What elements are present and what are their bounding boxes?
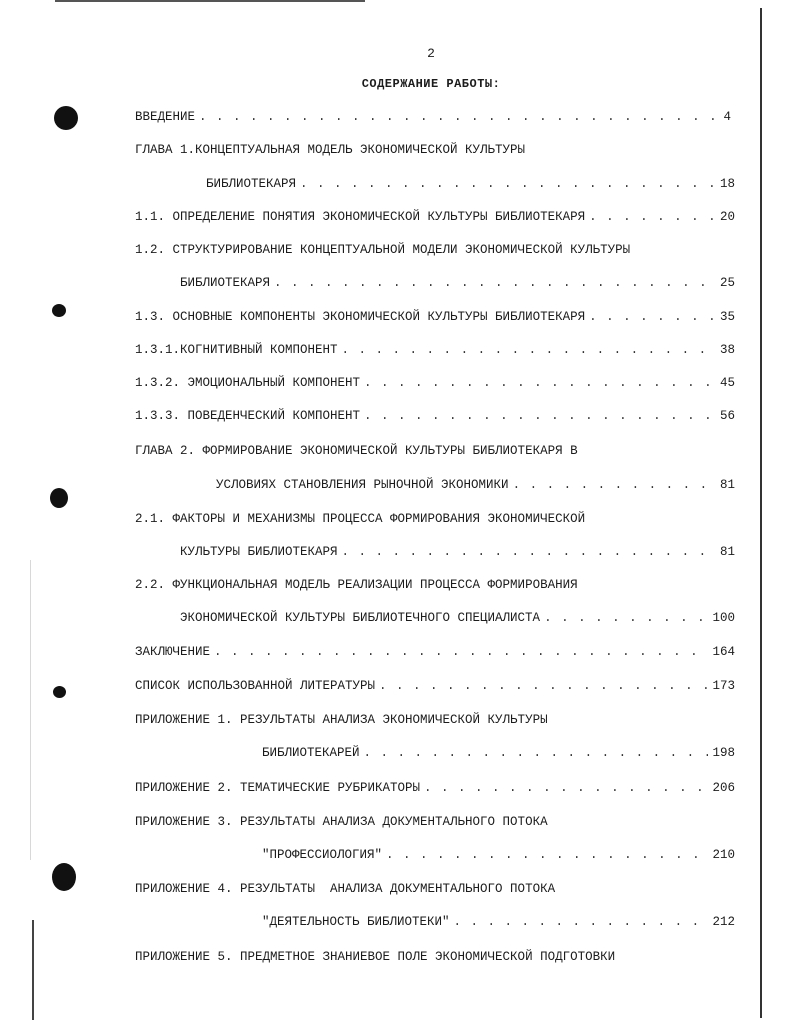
toc-entry-page: 210 bbox=[712, 848, 735, 862]
toc-entry bbox=[135, 376, 735, 390]
toc-leader-dots bbox=[513, 478, 716, 492]
left-scan-border bbox=[32, 920, 34, 1020]
toc-entry-page: 56 bbox=[719, 409, 735, 423]
toc-entry-page: 4 bbox=[723, 110, 731, 124]
toc-entry-page: 173 bbox=[712, 679, 735, 693]
toc-entry-page: 198 bbox=[712, 746, 735, 760]
toc-entry-page: 206 bbox=[712, 781, 735, 795]
toc-entry-page: 18 bbox=[719, 177, 735, 191]
toc-entry-page: 45 bbox=[719, 376, 735, 390]
toc-entry-page: 35 bbox=[719, 310, 735, 324]
toc-entry bbox=[135, 409, 735, 423]
toc-leader-dots bbox=[300, 177, 716, 191]
toc-leader-dots bbox=[589, 310, 716, 324]
toc-entry bbox=[262, 915, 735, 929]
toc-leader-dots bbox=[544, 611, 708, 625]
toc-entry-title: 2.1. ФАКТОРЫ И МЕХАНИЗМЫ ПРОЦЕССА ФОРМИРОВАНИЯ ЭКОНОМИЧЕСКОЙ bbox=[135, 512, 586, 526]
toc-leader-dots bbox=[454, 915, 709, 929]
toc-entry-title: ВВЕДЕНИЕ bbox=[135, 110, 196, 124]
toc-leader-dots bbox=[274, 276, 716, 290]
toc-entry bbox=[135, 210, 735, 224]
hole-punch-mark bbox=[53, 686, 66, 698]
toc-entry bbox=[135, 110, 731, 124]
page-number: 2 bbox=[427, 46, 435, 61]
toc-entry-title: 1.3. ОСНОВНЫЕ КОМПОНЕНТЫ ЭКОНОМИЧЕСКОЙ КУЛЬТУРЫ БИБЛИОТЕКАРЯ bbox=[135, 310, 586, 324]
toc-entry-title: 1.2. СТРУКТУРИРОВАНИЕ КОНЦЕПТУАЛЬНОЙ МОДЕЛИ ЭКОНОМИЧЕСКОЙ КУЛЬТУРЫ bbox=[135, 243, 631, 257]
toc-entry bbox=[262, 746, 735, 760]
toc-entry-title: ПРИЛОЖЕНИЕ 2. ТЕМАТИЧЕСКИЕ РУБРИКАТОРЫ bbox=[135, 781, 421, 795]
toc-entry-title: БИБЛИОТЕКАРЯ bbox=[206, 177, 297, 191]
toc-entry-page: 20 bbox=[719, 210, 735, 224]
page-title: СОДЕРЖАНИЕ РАБОТЫ: bbox=[361, 77, 501, 91]
toc-entry-title: ЗАКЛЮЧЕНИЕ bbox=[135, 645, 211, 659]
toc-entry bbox=[135, 310, 735, 324]
toc-entry-title: ПРИЛОЖЕНИЕ 5. ПРЕДМЕТНОЕ ЗНАНИЕВОЕ ПОЛЕ ЭКОНОМИЧЕСКОЙ ПОДГОТОВКИ bbox=[135, 950, 616, 964]
toc-leader-dots bbox=[364, 746, 709, 760]
toc-leader-dots bbox=[342, 343, 716, 357]
toc-entry-page: 25 bbox=[719, 276, 735, 290]
left-faint-line bbox=[30, 560, 31, 860]
toc-entry-title: ЭКОНОМИЧЕСКОЙ КУЛЬТУРЫ БИБЛИОТЕЧНОГО СПЕЦИАЛИСТА bbox=[180, 611, 541, 625]
toc-entry-page: 100 bbox=[712, 611, 735, 625]
toc-entry bbox=[262, 848, 735, 862]
toc-entry-page: 81 bbox=[719, 478, 735, 492]
hole-punch-mark bbox=[50, 488, 68, 508]
top-scan-line bbox=[55, 0, 365, 2]
toc-entry-title: 1.3.3. ПОВЕДЕНЧЕСКИЙ КОМПОНЕНТ bbox=[135, 409, 361, 423]
toc-entry bbox=[216, 478, 735, 492]
toc-entry-title: 1.3.1.КОГНИТИВНЫЙ КОМПОНЕНТ bbox=[135, 343, 338, 357]
toc-entry-title: БИБЛИОТЕКАРЕЙ bbox=[262, 746, 360, 760]
toc-entry-title: ПРИЛОЖЕНИЕ 4. РЕЗУЛЬТАТЫ АНАЛИЗА ДОКУМЕНТАЛЬНОГО ПОТОКА bbox=[135, 882, 556, 896]
toc-entry-title: ПРИЛОЖЕНИЕ 1. РЕЗУЛЬТАТЫ АНАЛИЗА ЭКОНОМИЧЕСКОЙ КУЛЬТУРЫ bbox=[135, 713, 548, 727]
toc-entry-title: 1.3.2. ЭМОЦИОНАЛЬНЫЙ КОМПОНЕНТ bbox=[135, 376, 361, 390]
toc-entry bbox=[180, 276, 735, 290]
toc-entry-title: 2.2. ФУНКЦИОНАЛЬНАЯ МОДЕЛЬ РЕАЛИЗАЦИИ ПРОЦЕССА ФОРМИРОВАНИЯ bbox=[135, 578, 578, 592]
toc-leader-dots bbox=[379, 679, 708, 693]
toc-entry-title: БИБЛИОТЕКАРЯ bbox=[180, 276, 271, 290]
toc-entry-title: УСЛОВИЯХ СТАНОВЛЕНИЯ РЫНОЧНОЙ ЭКОНОМИКИ bbox=[216, 478, 509, 492]
toc-entry-title: СПИСОК ИСПОЛЬЗОВАННОЙ ЛИТЕРАТУРЫ bbox=[135, 679, 376, 693]
toc-leader-dots bbox=[364, 409, 716, 423]
toc-entry-page: 38 bbox=[719, 343, 735, 357]
toc-leader-dots bbox=[199, 110, 719, 124]
hole-punch-mark bbox=[52, 304, 66, 317]
toc-entry-title: "ДЕЯТЕЛЬНОСТЬ БИБЛИОТЕКИ" bbox=[262, 915, 450, 929]
toc-leader-dots bbox=[589, 210, 716, 224]
toc-entry bbox=[135, 679, 735, 693]
toc-entry-page: 164 bbox=[712, 645, 735, 659]
toc-entry bbox=[135, 645, 735, 659]
right-scan-border bbox=[760, 8, 762, 1018]
toc-entry bbox=[135, 343, 735, 357]
toc-entry-title: "ПРОФЕССИОЛОГИЯ" bbox=[262, 848, 383, 862]
toc-entry bbox=[135, 781, 735, 795]
toc-entry-page: 81 bbox=[719, 545, 735, 559]
toc-entry-title: ГЛАВА 2. ФОРМИРОВАНИЕ ЭКОНОМИЧЕСКОЙ КУЛЬТУРЫ БИБЛИОТЕКАРЯ В bbox=[135, 444, 578, 458]
toc-leader-dots bbox=[364, 376, 716, 390]
toc-entry-title: 1.1. ОПРЕДЕЛЕНИЕ ПОНЯТИЯ ЭКОНОМИЧЕСКОЙ КУЛЬТУРЫ БИБЛИОТЕКАРЯ bbox=[135, 210, 586, 224]
hole-punch-mark bbox=[52, 863, 76, 891]
toc-leader-dots bbox=[342, 545, 716, 559]
toc-entry-title: ГЛАВА 1.КОНЦЕПТУАЛЬНАЯ МОДЕЛЬ ЭКОНОМИЧЕСКОЙ КУЛЬТУРЫ bbox=[135, 143, 526, 157]
toc-entry-title: ПРИЛОЖЕНИЕ 3. РЕЗУЛЬТАТЫ АНАЛИЗА ДОКУМЕНТАЛЬНОГО ПОТОКА bbox=[135, 815, 548, 829]
toc-entry-page: 212 bbox=[712, 915, 735, 929]
toc-entry bbox=[206, 177, 735, 191]
toc-entry-title: КУЛЬТУРЫ БИБЛИОТЕКАРЯ bbox=[180, 545, 338, 559]
toc-entry bbox=[180, 611, 735, 625]
toc-entry bbox=[180, 545, 735, 559]
hole-punch-mark bbox=[54, 106, 78, 130]
toc-leader-dots bbox=[214, 645, 708, 659]
toc-leader-dots bbox=[424, 781, 708, 795]
toc-leader-dots bbox=[386, 848, 708, 862]
